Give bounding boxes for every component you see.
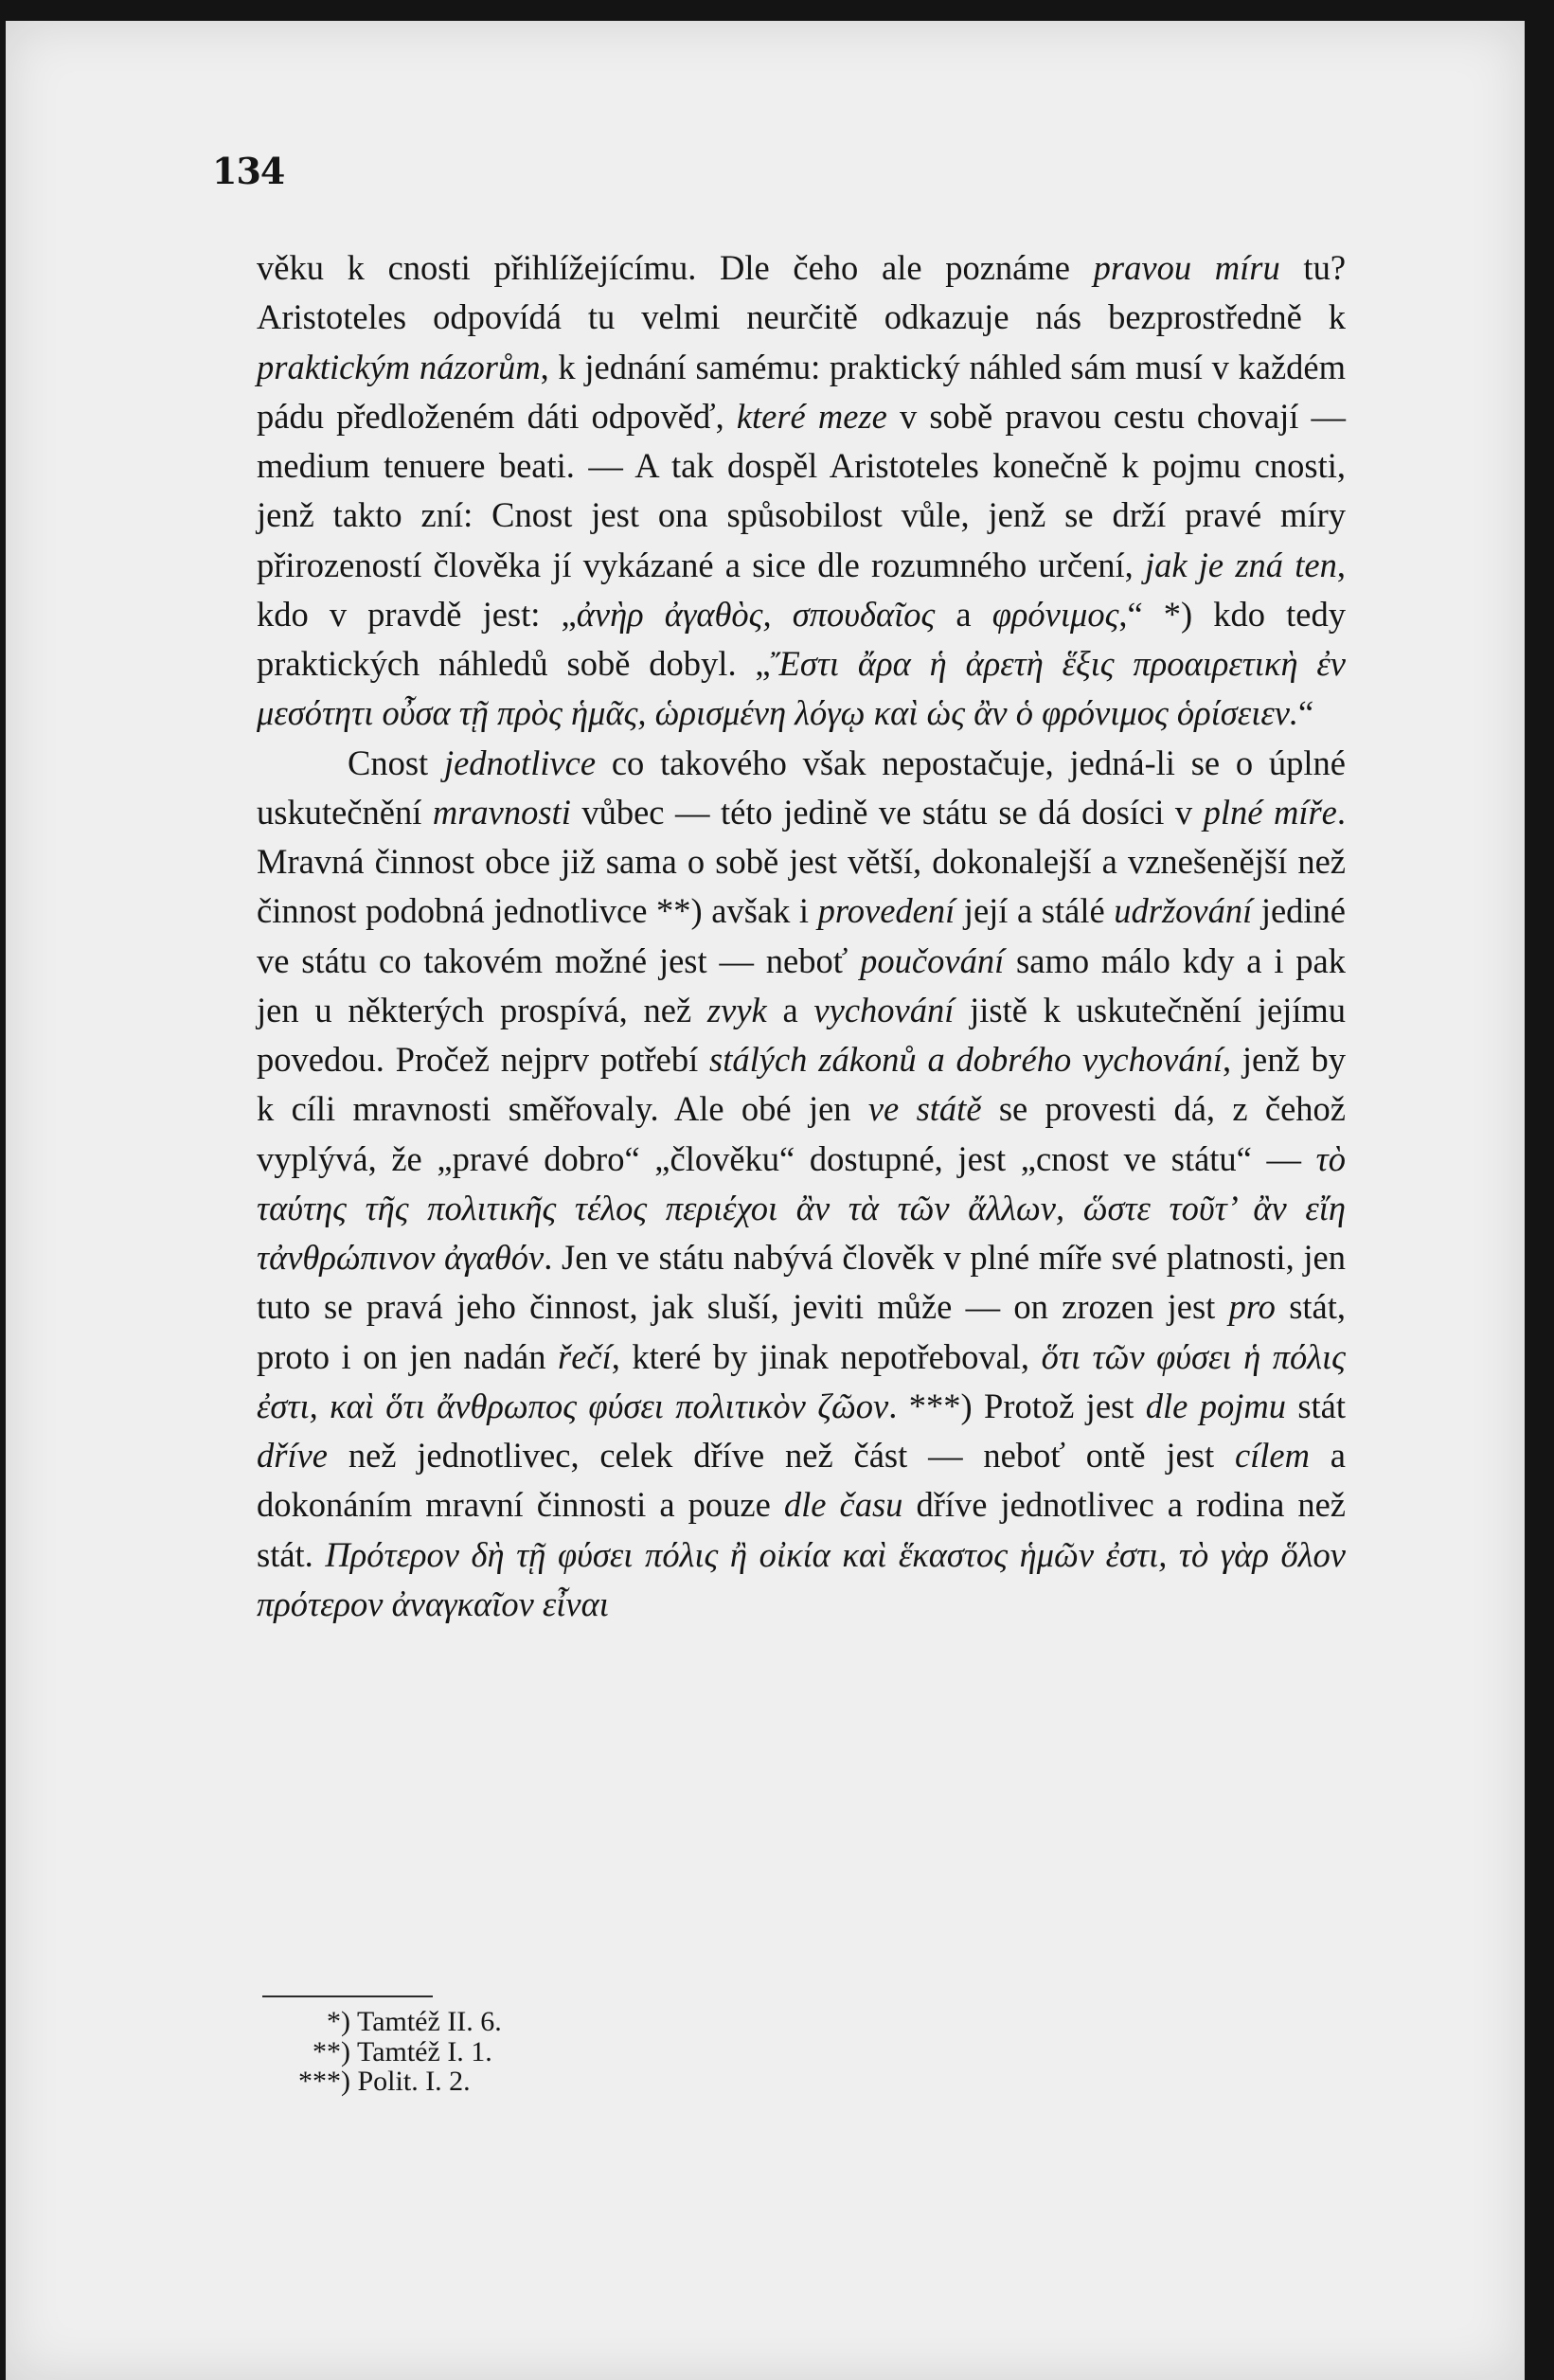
footnote-separator (262, 1995, 433, 1997)
text-run: , které by jinak nepotřeboval, (611, 1336, 1042, 1376)
emphasized-text: které meze (736, 396, 887, 436)
emphasized-text: praktickým názorům (257, 347, 541, 386)
emphasized-text: cílem (1234, 1436, 1310, 1475)
paragraph (257, 243, 1346, 739)
footnote-mark: *) (327, 2006, 350, 2037)
footnote-text: Polit. I. 2. (357, 2066, 471, 2097)
emphasized-text: ve státě (867, 1089, 982, 1129)
text-run: vůbec — této jedině ve státu se dá dosíci v (570, 792, 1204, 832)
text-run: se provesti dá, z čehož vyplývá, že „pravé dobro“ „člověku“ dostupné, jest „cnost ve státu“ — (257, 1089, 1346, 1178)
emphasized-text: mravnosti (432, 792, 571, 832)
footnote (298, 2066, 502, 2097)
text-run: její a stálé (955, 891, 1115, 931)
emphasized-text: udržování (1114, 891, 1253, 931)
text-run: , kdo v pravdě jest: „ (257, 545, 1346, 634)
emphasized-text: pravou míru (1093, 248, 1280, 287)
text-run: Cnost (348, 743, 444, 782)
text-run: . Mravná činnost obce již sama o sobě jest větší, dokonalejší a vznešenější než činnost podobná jednotlivce **) avšak i (257, 792, 1346, 931)
text-run: tu? Aristoteles odpovídá tu velmi neurčitě odkazuje nás bezprostředně k (257, 248, 1347, 337)
text-run: samo málo kdy a i pak jen u některých prospívá, než (257, 940, 1347, 1029)
footnote (327, 2006, 502, 2037)
emphasized-text: Πρότερον δὴ τῇ φύσει πόλις ἢ οἰκία καὶ ἕκαστος ἡμῶν ἐστι, τὸ γὰρ ὅλον πρότερον ἀναγκαῖον εἶναι (257, 1534, 1346, 1623)
emphasized-text: vychování (813, 990, 955, 1029)
footnote-text: Tamtéž II. 6. (356, 2006, 502, 2037)
emphasized-text: φρόνιμος (991, 594, 1119, 634)
footnote-text: Tamtéž I. 1. (356, 2035, 492, 2067)
text-run: věku k cnosti přihlížejícímu. Dle čeho ale poznáme (257, 248, 1094, 287)
text-run: dříve jednotlivec a rodina než stát. (257, 1485, 1346, 1574)
emphasized-text: jednotlivce (443, 743, 597, 782)
text-run: jediné ve státu co takovém možné jest — neboť (257, 891, 1347, 980)
footnote-mark: **) (313, 2035, 350, 2067)
text-run: . Jen ve státu nabývá člověk v plné míře své platnosti, jen tuto se pravá jeho činnost, jak sluší, jeviti může — on zrozen jest (257, 1238, 1346, 1327)
body-text (257, 243, 1346, 1629)
text-run: ,“ *) kdo tedy praktických náhledů sobě dobyl. „ (257, 594, 1346, 683)
text-run: stát, proto i on jen nadán (257, 1287, 1347, 1376)
text-run: a (935, 594, 992, 634)
emphasized-text: zvyk (706, 990, 767, 1029)
emphasized-text: plné míře (1203, 792, 1337, 832)
emphasized-text: dle pojmu (1145, 1386, 1286, 1425)
emphasized-text: ἀνὴρ ἀγαθὸς, σπουδαῖος (576, 594, 936, 634)
emphasized-text: ὅτι τῶν φύσει ἡ πόλις ἐστι, καὶ ὅτι ἄνθρωπος φύσει πολιτικὸν ζῶον (257, 1336, 1346, 1425)
text-run: co takového však nepostačuje, jedná-li se o úplné uskutečnění (257, 743, 1346, 832)
text-run: jistě k uskutečnění jejímu povedou. Pročež nejprv potřebí (257, 990, 1347, 1079)
emphasized-text: provedení (817, 891, 956, 931)
footnote (313, 2035, 502, 2067)
text-run: “ (1298, 693, 1314, 733)
emphasized-text: dříve (257, 1436, 328, 1475)
emphasized-text: dle času (783, 1485, 903, 1525)
text-run: , k jednání samému: praktický náhled sám musí v každém pádu předloženém dáti odpověď, (257, 347, 1346, 436)
text-run: stát (1285, 1386, 1347, 1425)
emphasized-text: řečí (558, 1336, 612, 1376)
text-run: v sobě pravou cestu chovají — medium tenuere beati. — A tak dospěl Aristoteles konečně k pojmu cnosti, jenž takto zní: Cnost jest ona spůsobilost vůle, jenž se drží pravé míry přirozeností člověka jí vykázané a sice dle rozumného určení, (257, 396, 1346, 584)
emphasized-text: pro (1228, 1287, 1276, 1327)
text-run: . ***) Protož jest (888, 1386, 1146, 1425)
text-run: a dokonáním mravní činnosti a pouze (257, 1436, 1347, 1525)
emphasized-text: τὸ ταύτης τῆς πολιτικῆς τέλος περιέχοι ἂν τὰ τῶν ἄλλων, ὥστε τοῦτ’ ἂν εἴη τἀνθρώπινον ἀγαθόν (257, 1138, 1346, 1277)
page-number: 134 (212, 150, 285, 192)
text-run: a (766, 990, 814, 1029)
emphasized-text: poučování (860, 940, 1005, 980)
paragraph (257, 739, 1346, 1630)
text-run: než jednotlivec, celek dříve než část — neboť ontě jest (328, 1436, 1235, 1475)
footnote-mark: ***) (298, 2066, 350, 2097)
emphasized-text: jak je zná ten (1144, 545, 1337, 584)
emphasized-text: Ἔστι ἄρα ἡ ἀρετὴ ἕξις προαιρετικὴ ἐν μεσότητι οὖσα τῇ πρὸς ἡμᾶς, ὡρισμένη λόγῳ καὶ ὡς ἂν ὁ φρόνιμος ὁρίσειεν. (257, 644, 1347, 733)
emphasized-text: stálých zákonů a dobrého vychování (709, 1040, 1223, 1079)
text-run: , jenž by k cíli mravnosti směřovaly. Ale obé jen (257, 1040, 1347, 1129)
footnotes (298, 2006, 502, 2097)
